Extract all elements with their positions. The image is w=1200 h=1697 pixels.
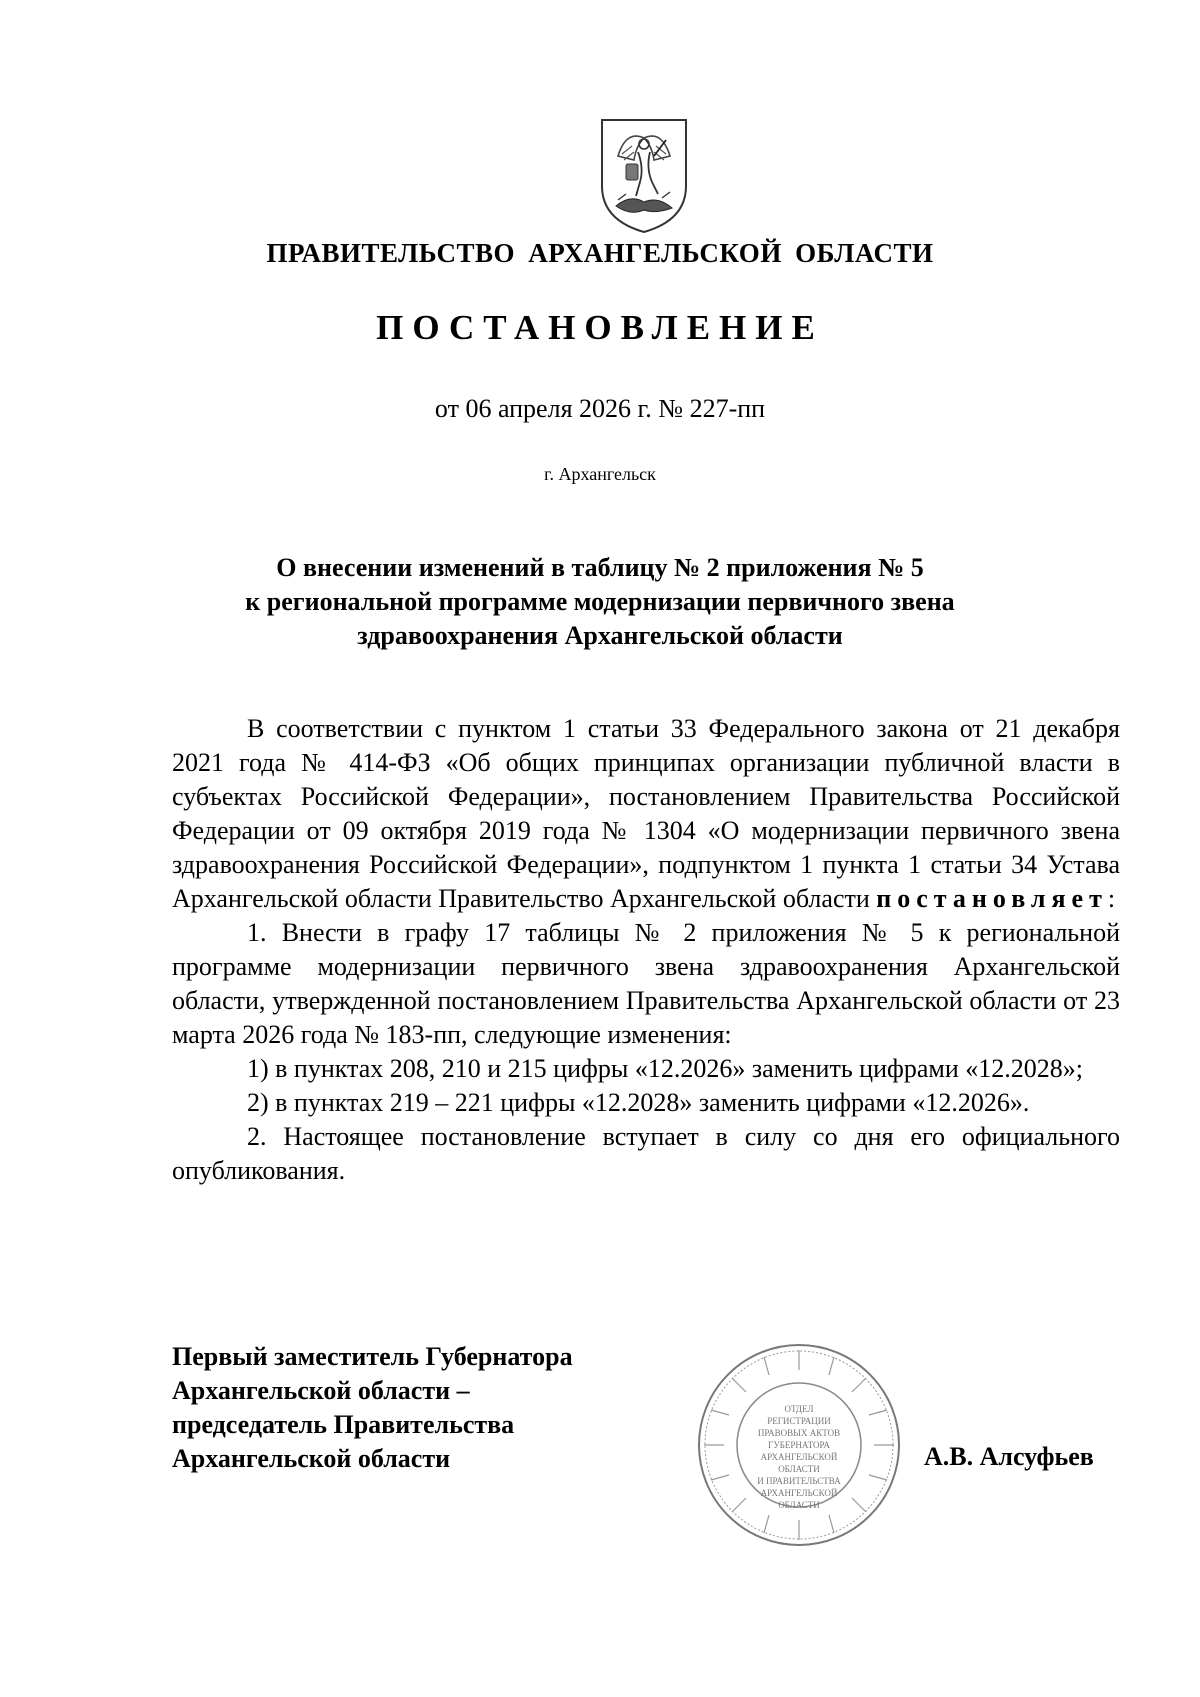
document-date-number: от 06 апреля 2026 г. № 227-пп: [434, 394, 766, 423]
signer-position-line: Первый заместитель Губернатора: [172, 1342, 573, 1371]
title-line: к региональной программе модернизации первичного звена: [245, 587, 955, 616]
svg-text:РЕГИСТРАЦИИ: РЕГИСТРАЦИИ: [767, 1416, 831, 1426]
item-1-2-paragraph: 2) в пунктах 219 – 221 цифры «12.2028» заменить цифрами «12.2026».: [247, 1088, 1030, 1117]
svg-text:ОБЛАСТИ: ОБЛАСТИ: [778, 1464, 820, 1474]
item-1-paragraph: 1. Внести в графу 17 таблицы № 2 приложения № 5 к региональной программе модернизации первичного звена здравоохранения Архангельской области, утвержденной постановлением Правительства Архангельской области от 23 марта 2026 года № 183-пп, следующие изменения:: [172, 918, 1120, 1049]
arkhangelsk-coat-of-arms-icon: [596, 116, 692, 234]
signer-name: А.В. Алсуфьев: [924, 1442, 1094, 1471]
document-body: [172, 712, 1120, 1188]
document-city: г. Архангельск: [544, 464, 656, 484]
decree-colon: :: [1107, 884, 1116, 913]
item-1-1-paragraph: 1) в пунктах 208, 210 и 215 цифры «12.2026» заменить цифрами «12.2028»;: [247, 1054, 1083, 1083]
decree-word: постановляет: [876, 884, 1108, 913]
item-2-paragraph: 2. Настоящее постановление вступает в силу со дня его официального опубликования.: [172, 1122, 1120, 1185]
svg-text:АРХАНГЕЛЬСКОЙ: АРХАНГЕЛЬСКОЙ: [760, 1488, 838, 1498]
svg-text:АРХАНГЕЛЬСКОЙ: АРХАНГЕЛЬСКОЙ: [760, 1452, 838, 1462]
svg-text:ОТДЕЛ: ОТДЕЛ: [784, 1404, 814, 1414]
title-line: О внесении изменений в таблицу № 2 приложения № 5: [276, 553, 924, 582]
signer-position-line: Архангельской области: [172, 1444, 451, 1473]
document-title: [150, 551, 1050, 653]
signer-position-line: Архангельской области –: [172, 1376, 470, 1405]
official-round-seal-icon: [694, 1340, 904, 1550]
document-type: ПОСТАНОВЛЕНИЕ: [376, 308, 824, 347]
svg-text:И ПРАВИТЕЛЬСТВА: И ПРАВИТЕЛЬСТВА: [757, 1476, 841, 1486]
svg-text:ГУБЕРНАТОРА: ГУБЕРНАТОРА: [768, 1440, 830, 1450]
svg-text:ПРАВОВЫХ АКТОВ: ПРАВОВЫХ АКТОВ: [757, 1428, 841, 1438]
svg-text:ОБЛАСТИ: ОБЛАСТИ: [778, 1500, 820, 1510]
preamble-paragraph: [172, 712, 1120, 916]
preamble-text: В соответствии с пунктом 1 статьи 33 Федерального закона от 21 декабря 2021 года № 414-ФЗ «Об общих принципах организации публичной власти в субъектах Российской Федерации», постановлением Правительства Российской Федерации от 09 октября 2019 года № 1304 «О модернизации первичного звена здравоохранения Российской Федерации», подпунктом 1 пункта 1 статьи 34 Устава Архангельской области Правительство Архангельской области: [172, 714, 1120, 913]
signer-position: [172, 1340, 573, 1476]
title-line: здравоохранения Архангельской области: [357, 621, 843, 650]
organization-name: ПРАВИТЕЛЬСТВО АРХАНГЕЛЬСКОЙ ОБЛАСТИ: [266, 238, 934, 268]
signer-position-line: председатель Правительства: [172, 1410, 515, 1439]
